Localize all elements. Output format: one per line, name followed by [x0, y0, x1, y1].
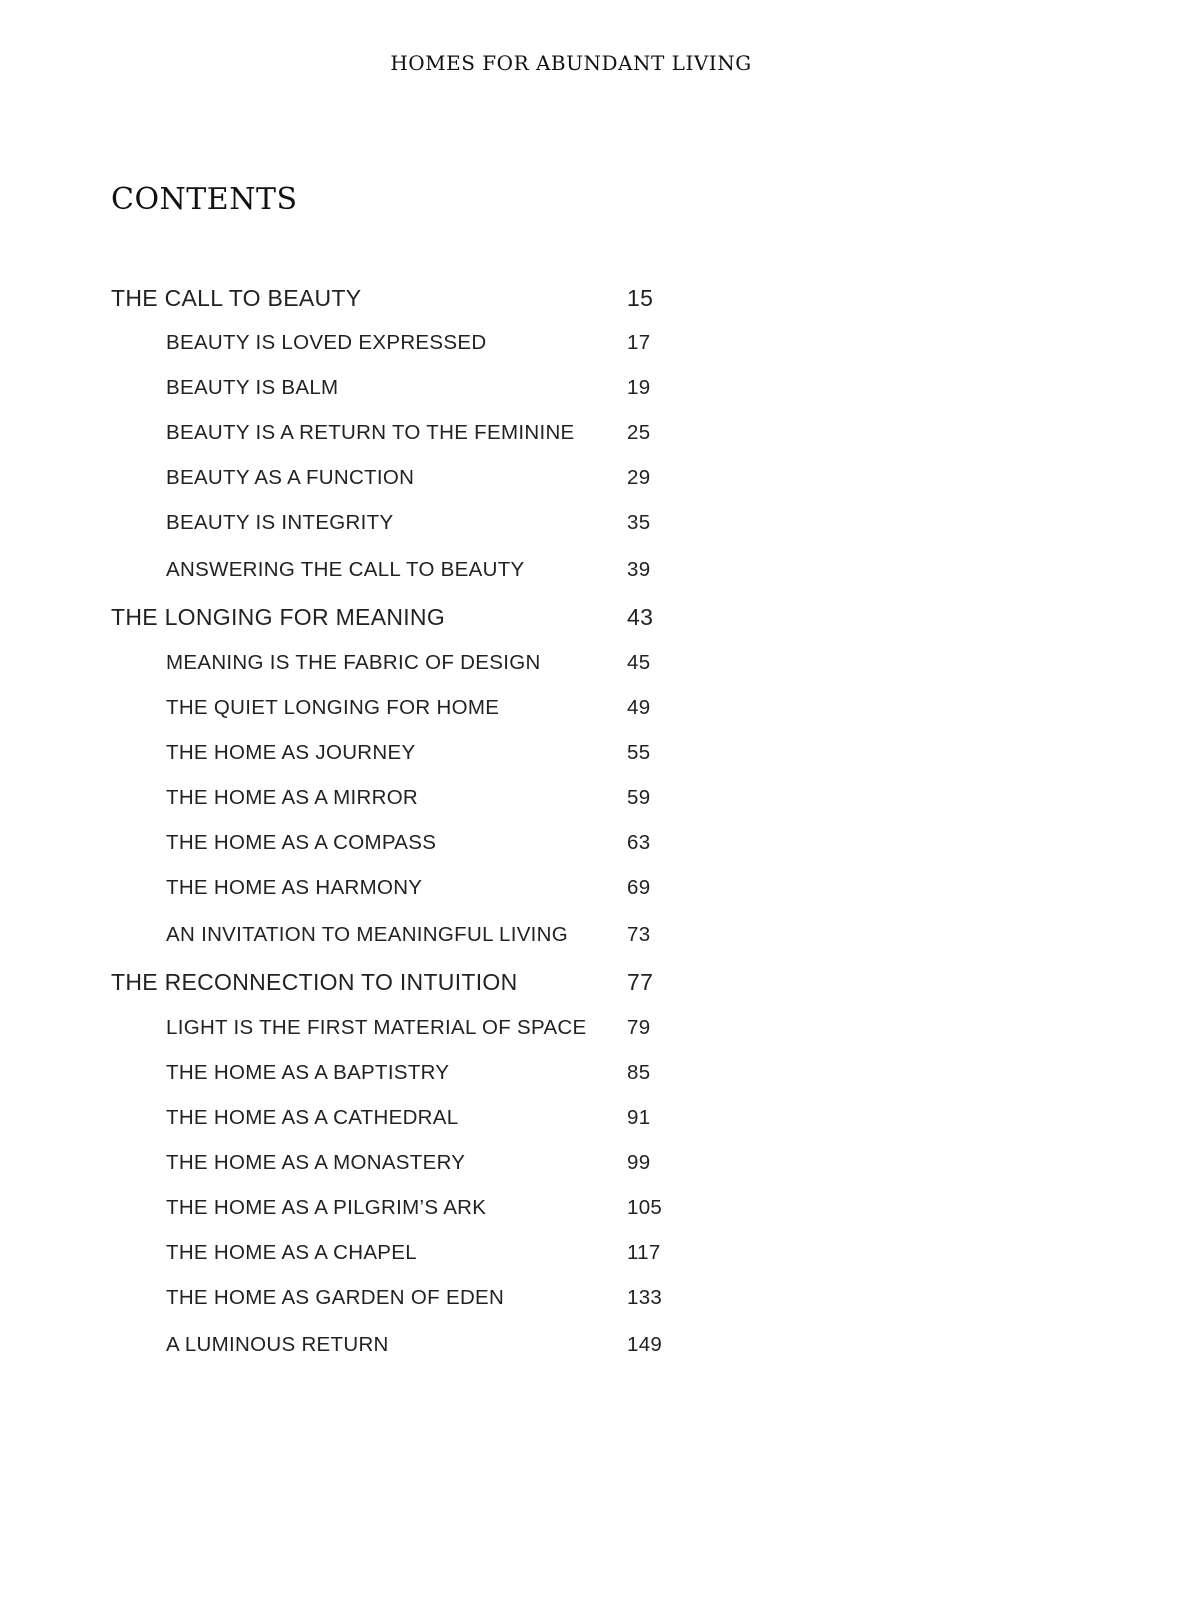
running-header: HOMES FOR ABUNDANT LIVING	[390, 51, 752, 75]
toc-entry-page: 63	[627, 831, 651, 854]
toc-entry-page: 29	[627, 466, 651, 489]
toc-entry-title: THE HOME AS A MIRROR	[166, 786, 419, 809]
toc-entry-page: 91	[627, 1106, 651, 1129]
toc-entry-title: BEAUTY IS A RETURN TO THE FEMININE	[166, 421, 575, 444]
toc-entry-page: 85	[627, 1061, 651, 1084]
toc-entry-part[interactable]	[0, 285, 700, 315]
toc-entry-chapter[interactable]	[0, 1061, 700, 1091]
toc-entry-title: BEAUTY IS LOVED EXPRESSED	[166, 331, 487, 354]
toc-entry-chapter[interactable]	[0, 1241, 700, 1271]
toc-entry-chapter[interactable]	[0, 1333, 700, 1363]
toc-entry-chapter[interactable]	[0, 1106, 700, 1136]
toc-entry-title: A LUMINOUS RETURN	[166, 1333, 389, 1356]
toc-entry-title: LIGHT IS THE FIRST MATERIAL OF SPACE	[166, 1016, 587, 1039]
toc-entry-title: THE HOME AS HARMONY	[166, 876, 423, 899]
toc-entry-page: 55	[627, 741, 651, 764]
toc-entry-chapter[interactable]	[0, 511, 700, 541]
toc-entry-page: 15	[627, 285, 654, 311]
toc-entry-chapter[interactable]	[0, 831, 700, 861]
toc-entry-title: AN INVITATION TO MEANINGFUL LIVING	[166, 923, 569, 946]
toc-entry-title: THE HOME AS A PILGRIM’S ARK	[166, 1196, 487, 1219]
toc-entry-title: THE QUIET LONGING FOR HOME	[166, 696, 500, 719]
toc-entry-title: THE CALL TO BEAUTY	[111, 285, 362, 311]
toc-entry-page: 133	[627, 1286, 663, 1309]
toc-entry-title: THE LONGING FOR MEANING	[111, 604, 446, 630]
toc-entry-title: THE HOME AS A CATHEDRAL	[166, 1106, 459, 1129]
toc-entry-title: THE HOME AS A MONASTERY	[166, 1151, 466, 1174]
toc-entry-chapter[interactable]	[0, 1151, 700, 1181]
toc-entry-chapter[interactable]	[0, 651, 700, 681]
toc-entry-page: 69	[627, 876, 651, 899]
toc-entry-chapter[interactable]	[0, 741, 700, 771]
toc-entry-chapter[interactable]	[0, 696, 700, 726]
toc-entry-title: THE RECONNECTION TO INTUITION	[111, 969, 518, 995]
toc-entry-chapter[interactable]	[0, 923, 700, 953]
toc-entry-title: THE HOME AS A COMPASS	[166, 831, 437, 854]
toc-entry-page: 25	[627, 421, 651, 444]
toc-entry-title: THE HOME AS GARDEN OF EDEN	[166, 1286, 505, 1309]
toc-entry-page: 39	[627, 558, 651, 581]
toc-entry-page: 49	[627, 696, 651, 719]
toc-entry-chapter[interactable]	[0, 876, 700, 906]
toc-entry-chapter[interactable]	[0, 1196, 700, 1226]
toc-entry-part[interactable]	[0, 604, 700, 634]
toc-entry-chapter[interactable]	[0, 786, 700, 816]
toc-entry-page: 79	[627, 1016, 651, 1039]
toc-entry-title: THE HOME AS JOURNEY	[166, 741, 416, 764]
toc-entry-page: 105	[627, 1196, 663, 1219]
toc-entry-title: BEAUTY AS A FUNCTION	[166, 466, 415, 489]
toc-entry-chapter[interactable]	[0, 421, 700, 451]
toc-entry-chapter[interactable]	[0, 331, 700, 361]
toc-entry-chapter[interactable]	[0, 1016, 700, 1046]
toc-entry-title: MEANING IS THE FABRIC OF DESIGN	[166, 651, 541, 674]
toc-entry-chapter[interactable]	[0, 558, 700, 588]
toc-entry-page: 99	[627, 1151, 651, 1174]
toc-entry-page: 73	[627, 923, 651, 946]
toc-entry-chapter[interactable]	[0, 1286, 700, 1316]
toc-entry-page: 59	[627, 786, 651, 809]
contents-heading: CONTENTS	[111, 182, 298, 217]
toc-entry-title: BEAUTY IS BALM	[166, 376, 339, 399]
toc-entry-title: BEAUTY IS INTEGRITY	[166, 511, 394, 534]
toc-entry-title: THE HOME AS A CHAPEL	[166, 1241, 417, 1264]
toc-entry-page: 17	[627, 331, 651, 354]
toc-entry-page: 19	[627, 376, 651, 399]
toc-entry-page: 117	[627, 1241, 661, 1264]
toc-entry-page: 43	[627, 604, 654, 630]
toc-entry-page: 77	[627, 969, 654, 995]
toc-entry-page: 45	[627, 651, 651, 674]
toc-entry-title: THE HOME AS A BAPTISTRY	[166, 1061, 450, 1084]
toc-entry-chapter[interactable]	[0, 466, 700, 496]
toc-entry-title: ANSWERING THE CALL TO BEAUTY	[166, 558, 525, 581]
toc-entry-chapter[interactable]	[0, 376, 700, 406]
toc-entry-page: 149	[627, 1333, 663, 1356]
toc-entry-part[interactable]	[0, 969, 700, 999]
toc-entry-page: 35	[627, 511, 651, 534]
